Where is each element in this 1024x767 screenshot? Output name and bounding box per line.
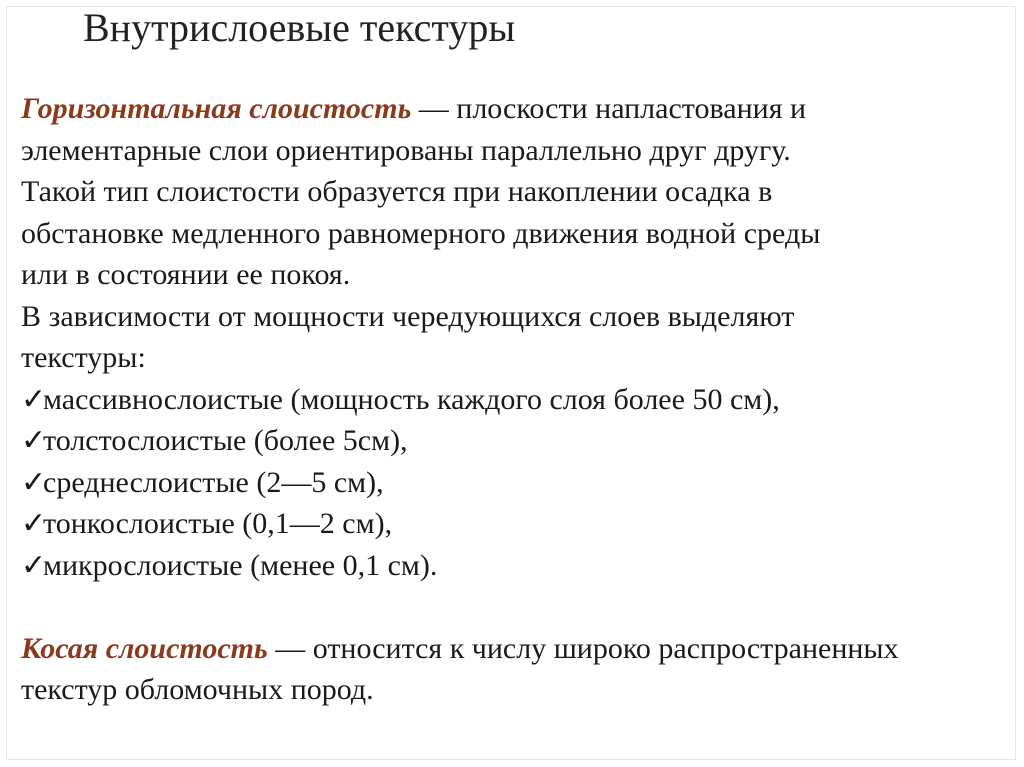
slide-title: Внутрислоевые текстуры	[83, 5, 516, 50]
list-item-text: микрослоистые (менее 0,1 см).	[43, 548, 438, 582]
list-item-text: среднеслоистые (2—5 см),	[43, 465, 384, 499]
text-fragment: — относится к числу широко распространенных	[267, 631, 899, 665]
paragraph-line: или в состоянии ее покоя.	[21, 258, 351, 291]
term-horizontal-bedding: Горизонтальная слоистость	[21, 92, 412, 125]
text-fragment: — плоскости напластования и	[411, 92, 807, 125]
spacer	[21, 586, 1021, 628]
checkmark-icon: ✓	[21, 465, 47, 499]
paragraph-line: текстур обломочных пород.	[21, 673, 374, 706]
list-item	[21, 420, 1021, 462]
paragraph-line: Такой тип слоистости образуется при накоплении осадка в	[21, 175, 773, 208]
list-item-text: массивнослоистые (мощность каждого слоя более 50 см),	[43, 382, 780, 416]
list-item	[21, 379, 1021, 421]
paragraph-line	[21, 88, 1021, 130]
paragraph-line: текстуры:	[21, 341, 146, 374]
term-oblique-bedding: Косая слоистость	[21, 631, 268, 665]
checkmark-icon: ✓	[21, 382, 47, 416]
list-item-text: тонкослоистые (0,1—2 см),	[43, 507, 393, 540]
checkmark-icon: ✓	[21, 548, 47, 582]
checkmark-icon: ✓	[21, 424, 47, 457]
checkmark-icon: ✓	[21, 507, 47, 540]
list-item	[21, 462, 1021, 504]
list-item	[21, 545, 1021, 587]
slide-body	[21, 88, 1021, 711]
paragraph-line: обстановке медленного равномерного движения водной среды	[21, 216, 821, 250]
list-item	[21, 503, 1021, 545]
paragraph-line: элементарные слои ориентированы параллельно друг другу.	[21, 133, 791, 167]
paragraph-line	[21, 628, 1021, 670]
paragraph-line: В зависимости от мощности чередующихся слоев выделяют	[21, 299, 795, 333]
list-item-text: толстослоистые (более 5см),	[43, 424, 408, 457]
